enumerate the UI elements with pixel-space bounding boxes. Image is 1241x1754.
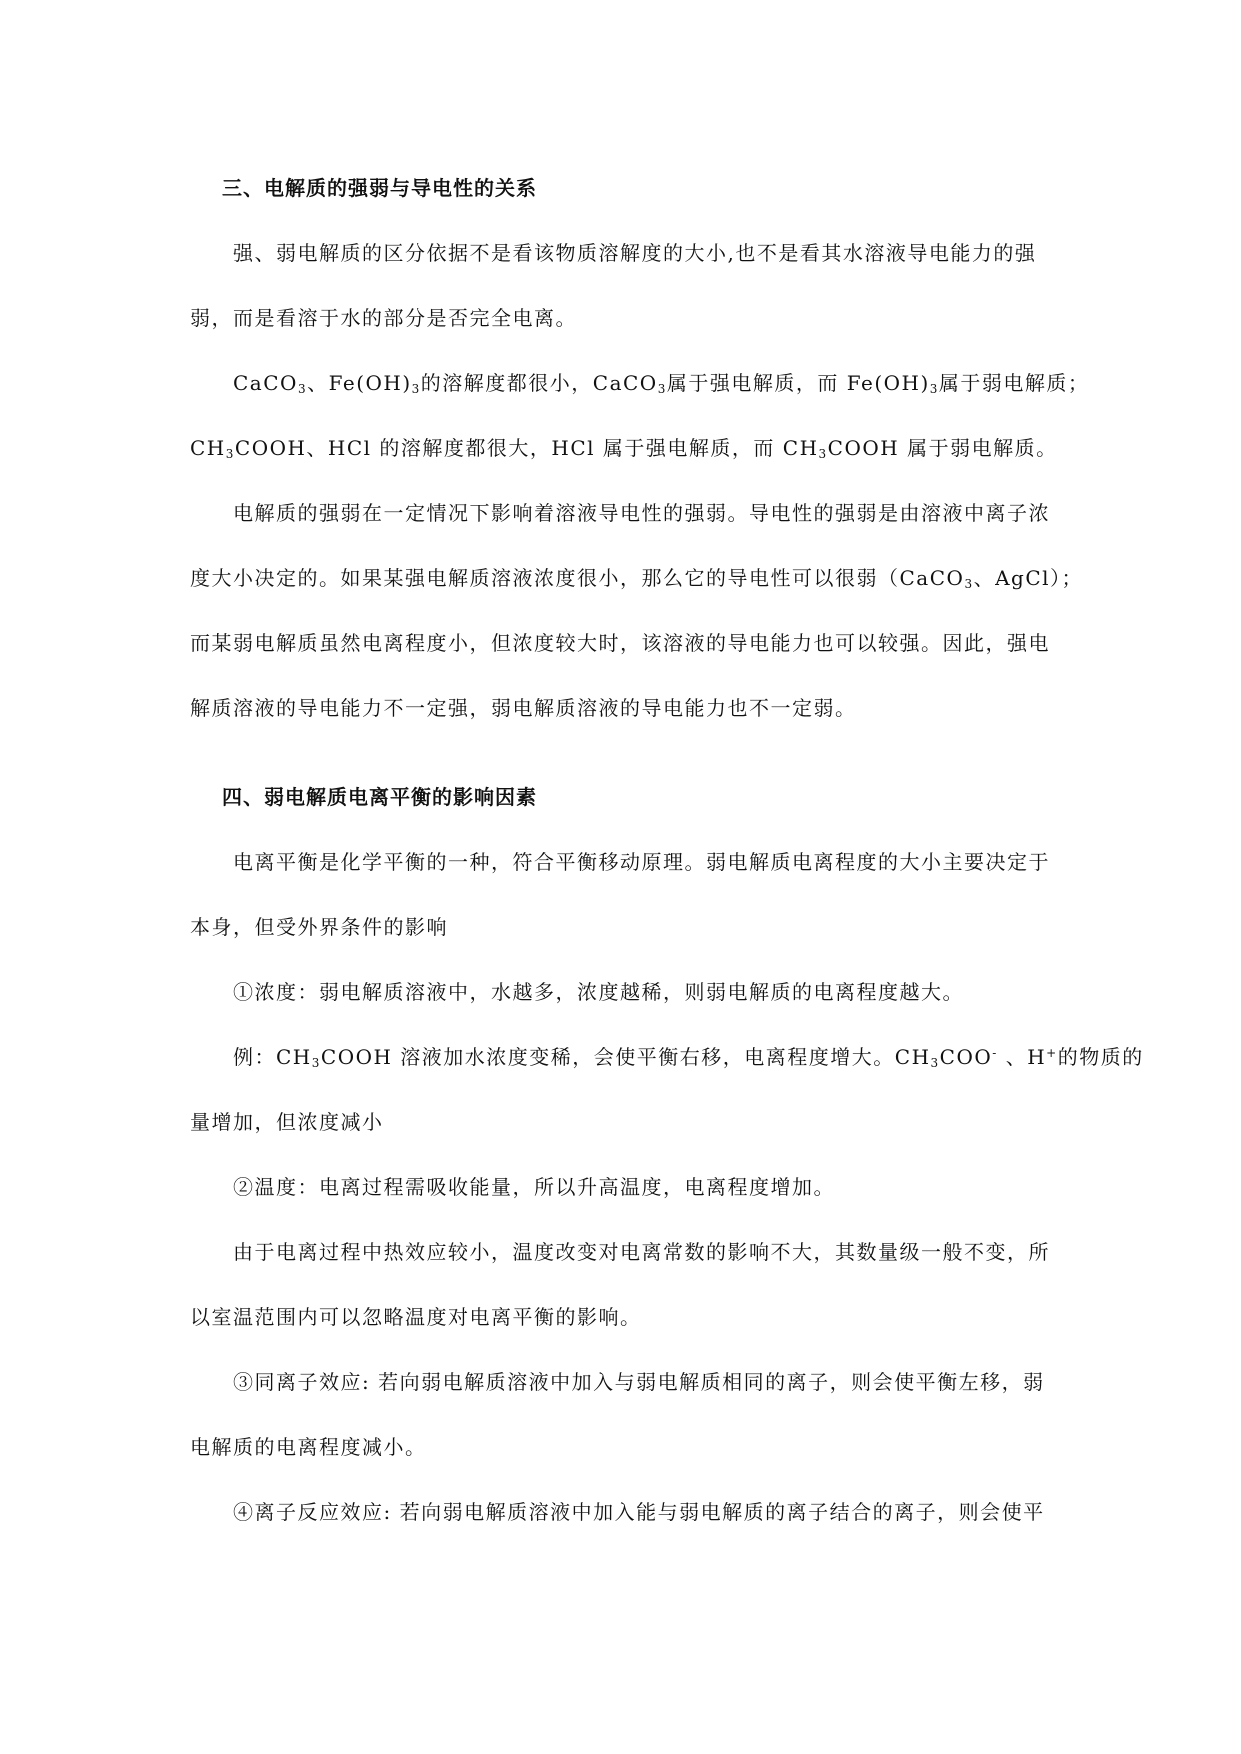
paragraph-line: 电解质的强弱在一定情况下影响着溶液导电性的强弱。导电性的强弱是由溶液中离子浓 xyxy=(233,501,1050,525)
paragraph-line: 本身，但受外界条件的影响 xyxy=(190,915,448,939)
paragraph-line: ③同离子效应: 若向弱电解质溶液中加入与弱电解质相同的离子，则会使平衡左移，弱 xyxy=(233,1370,1045,1394)
paragraph-line: ④离子反应效应: 若向弱电解质溶液中加入能与弱电解质的离子结合的离子，则会使平 xyxy=(233,1500,1045,1524)
paragraph-line: 电离平衡是化学平衡的一种，符合平衡移动原理。弱电解质电离程度的大小主要决定于 xyxy=(233,850,1050,874)
paragraph-line: 强、弱电解质的区分依据不是看该物质溶解度的大小,也不是看其水溶液导电能力的强 xyxy=(233,241,1037,265)
paragraph-line: 例：$CH_3COOH$ 溶液加水浓度变稀，会使平衡右移，电离程度增大。$CH_3COO^-$ 、H+的物质的 xyxy=(233,1045,1144,1070)
paragraph-line: $CH_3COOH$、HCl 的溶解度都很大，HCl 属于强电解质，而 $CH_3COOH$ 属于弱电解质。 xyxy=(190,436,1058,461)
section-3-heading: 三、电解质的强弱与导电性的关系 xyxy=(222,176,537,200)
paragraph-line: 量增加，但浓度减小 xyxy=(190,1110,384,1134)
paragraph-line: 由于电离过程中热效应较小，温度改变对电离常数的影响不大，其数量级一般不变，所 xyxy=(233,1240,1050,1264)
paragraph-line: 弱，而是看溶于水的部分是否完全电离。 xyxy=(190,306,577,330)
paragraph-line: ①浓度：弱电解质溶液中，水越多，浓度越稀，则弱电解质的电离程度越大。 xyxy=(233,980,964,1004)
paragraph-line: 度大小决定的。如果某强电解质溶液浓度很小，那么它的导电性可以很弱（CaCO$_3$、AgCl）； xyxy=(190,566,1084,591)
paragraph-line: 而某弱电解质虽然电离程度小，但浓度较大时，该溶液的导电能力也可以较强。因此，强电 xyxy=(190,631,1050,655)
paragraph-line: ②温度：电离过程需吸收能量，所以升高温度，电离程度增加。 xyxy=(233,1175,835,1199)
paragraph-line: CaCO$_3$、$Fe(OH)_3$的溶解度都很小，CaCO$_3$属于强电解质，而 $Fe(OH)_3$属于弱电解质； xyxy=(233,371,1090,396)
section-4-heading: 四、弱电解质电离平衡的影响因素 xyxy=(222,785,537,809)
paragraph-line: 解质溶液的导电能力不一定强，弱电解质溶液的导电能力也不一定弱。 xyxy=(190,696,857,720)
paragraph-line: 以室温范围内可以忽略温度对电离平衡的影响。 xyxy=(190,1305,642,1329)
paragraph-line: 电解质的电离程度减小。 xyxy=(190,1435,427,1459)
